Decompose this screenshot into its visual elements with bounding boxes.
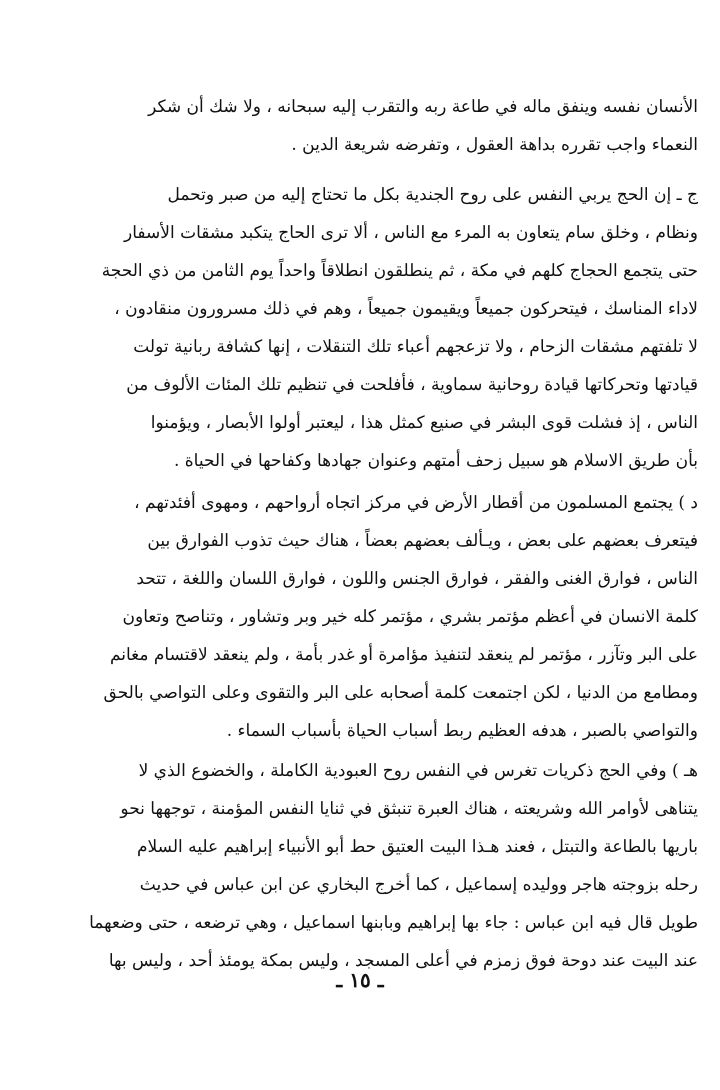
- text-line: باريها بالطاعة والتبتل ، فعند هـذا البيت العتيق حط أبو الأنبياء إبراهيم عليه السلام: [136, 837, 698, 857]
- text-line: يتناهى لأوامر الله وشريعته ، هناك العبرة تنبثق في ثنايا النفس المؤمنة ، توجهها نحو: [120, 799, 698, 819]
- text-line: ومطامع من الدنيا ، لكن اجتمعت كلمة أصحابه على البر والتقوى وعلى التواصي بالحق: [103, 683, 698, 703]
- text-line: رحله بزوجته هاجر ووليده إسماعيل ، كما أخرج البخاري عن ابن عباس في حديث: [139, 875, 698, 895]
- text-line: الناس ، إذ فشلت قوى البشر في صنيع كمثل هذا ، ليعتبر أولوا الأبصار ، ويؤمنوا: [150, 413, 698, 433]
- text-line: والتواصي بالصبر ، هدفه العظيم ربط أسباب الحياة بأسباب السماء .: [226, 721, 698, 741]
- text-line: فيتعرف بعضهم على بعض ، ويـألف بعضهم بعضاً ، هناك حيث تذوب الفوارق بين: [147, 531, 698, 551]
- paragraph-dal: [78, 484, 698, 750]
- text-line: طويل قال فيه ابن عباس : جاء بها إبراهيم وبابنها اسماعيل ، وهي ترضعه ، حتى وضعهما: [89, 913, 698, 933]
- paragraph-ha: [78, 752, 698, 980]
- page-number: ـ ١٥ ـ: [336, 968, 384, 992]
- text-line: لا تلفتهم مشقات الزحام ، ولا تزعجهم أعباء تلك التنقلات ، إنها كشافة ربانية تولت: [133, 337, 698, 357]
- text-line: عند البيت عند دوحة فوق زمزم في أعلى المسجد ، وليس بمكة يومئذ أحد ، وليس بها: [108, 951, 698, 971]
- text-line: لاداء المناسك ، فيتحركون جميعاً ويقيمون جميعاً ، وهم في ذلك مسرورون منقادون ،: [114, 299, 698, 319]
- text-line: بأن طريق الاسلام هو سبيل زحف أمتهم وعنوان جهادها وكفاحها في الحياة .: [173, 451, 698, 471]
- text-line: ونظام ، وخلق سام يتعاون به المرء مع الناس ، ألا ترى الحاج يتكبد مشقات الأسفار: [124, 223, 698, 243]
- text-line: النعماء واجب تقرره بداهة العقول ، وتفرضه شريعة الدين .: [291, 135, 698, 155]
- text-line: كلمة الانسان في أعظم مؤتمر بشري ، مؤتمر كله خير وبر وتشاور ، وتناصح وتعاون: [122, 607, 698, 627]
- text-line: د ) يجتمع المسلمون من أقطار الأرض في مركز اتجاه أرواحهم ، ومهوى أفئدتهم ،: [134, 493, 698, 513]
- text-line: على البر وتآزر ، مؤتمر لم ينعقد لتنفيذ مؤامرة أو غدر بأمة ، ولم ينعقد لاقتسام مغانم: [109, 645, 698, 665]
- text-line: الأنسان نفسه وينفق ماله في طاعة ربه والتقرب إليه سبحانه ، ولا شك أن شكر: [148, 97, 698, 117]
- text-line: ج ـ إن الحج يربي النفس على روح الجندية بكل ما تحتاج إليه من صبر وتحمل: [167, 185, 698, 205]
- text-line: هـ ) وفي الحج ذكريات تغرس في النفس روح العبودية الكاملة ، والخضوع الذي لا: [138, 761, 698, 781]
- paragraph-intro: [78, 88, 698, 164]
- paragraph-jim: [78, 176, 698, 480]
- text-line: الناس ، فوارق الغنى والفقر ، فوارق الجنس واللون ، فوارق اللسان واللغة ، تتحد: [136, 569, 698, 589]
- text-line: حتى يتجمع الحجاج كلهم في مكة ، ثم ينطلقون انطلاقاً واحداً يوم الثامن من ذي الحجة: [101, 261, 698, 281]
- text-line: قيادتها وتحركاتها قيادة روحانية سماوية ، فأفلحت في تنظيم تلك المئات الألوف من: [126, 375, 698, 395]
